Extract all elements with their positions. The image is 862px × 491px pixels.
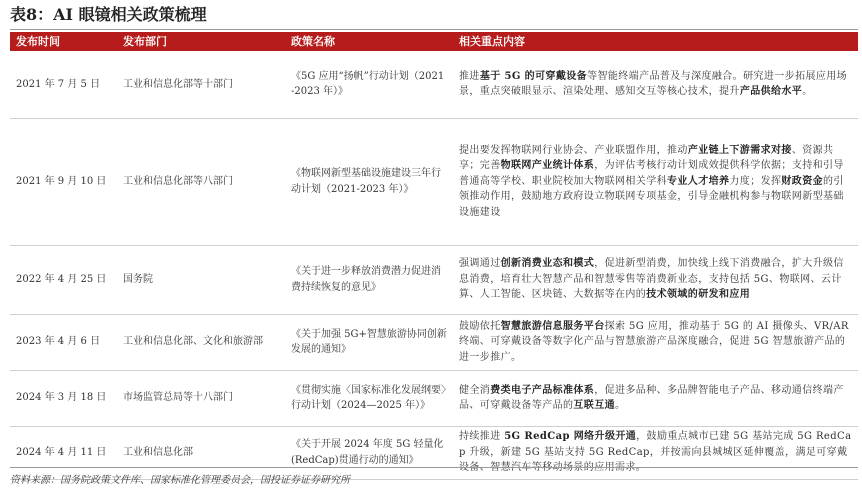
table-row [10, 118, 858, 245]
title-divider [10, 29, 858, 30]
cell-content [453, 370, 858, 426]
cell-dept: 工业和信息化部等八部门 [123, 175, 233, 187]
bold-highlight: 专业人才培养 [667, 175, 730, 187]
cell-policy: 《5G 应用“扬帆”行动计划（2021-2023 年）》 [291, 70, 445, 98]
text-segment: 健全消 [459, 384, 491, 396]
table-row [10, 370, 858, 426]
cell-content [453, 118, 858, 245]
cell-content [453, 314, 858, 370]
cell-date: 2024 年 4 月 11 日 [16, 446, 107, 458]
cell-dept: 国务院 [123, 273, 153, 285]
text-segment: 。 [802, 86, 813, 98]
header-dept: 发布部门 [123, 35, 167, 48]
cell-dept: 市场监管总局等十八部门 [123, 392, 233, 404]
text-segment: 提出要发挥物联网行业协会、产业联盟作用，推动 [459, 144, 688, 156]
cell-date: 2024 年 3 月 18 日 [16, 392, 107, 404]
text-segment: 。 [615, 400, 626, 411]
cell-dept: 工业和信息化部、文化和旅游部 [123, 336, 263, 348]
text-segment: 等智能终端产品普及与深度融合。研究进一步拓展应用场景，重点突破眼显示、渲染处理、感知交互等核心技术，提升 [459, 70, 848, 98]
header-content: 相关重点内容 [459, 35, 525, 48]
cell-content [453, 245, 858, 314]
bold-highlight: 财政资金 [781, 175, 824, 187]
header-date: 发布时间 [16, 35, 60, 48]
cell-date: 2023 年 4 月 6 日 [16, 336, 101, 348]
bold-highlight: 基于 5G 的可穿戴设备 [479, 70, 588, 82]
text-segment: 推进 [459, 70, 480, 82]
cell-date: 2022 年 4 月 25 日 [16, 273, 107, 285]
text-segment: ，促进多品种、多品牌智能电子产品、移动通信终端产品、可穿戴设备等产品的 [459, 384, 844, 411]
text-segment: 探索 5G 应用，推动基于 5G 的 AI 摄像头、VR/AR 终端、可穿戴设备等数字化产品与智慧旅游产品深度融合，促进 5G 智慧旅游产品的进一步推广。 [459, 320, 849, 363]
table-row [10, 314, 858, 370]
table-title: 表8：AI 眼镜相关政策梳理 [10, 5, 207, 24]
cell-date: 2021 年 9 月 10 日 [16, 175, 107, 187]
text-segment: 持续推进 [459, 431, 505, 443]
cell-content [453, 426, 858, 479]
table-row [10, 245, 858, 314]
table-header-row [10, 32, 858, 51]
bold-highlight: 产业链上下游需求对接 [687, 144, 792, 156]
policy-table [10, 32, 858, 480]
text-segment: 力度；发挥 [729, 175, 782, 187]
text-segment: 、资源共享；完善 [459, 144, 834, 172]
header-policy: 政策名称 [291, 35, 335, 48]
cell-policy: 《关于开展 2024 年度 5G 轻量化(RedCap)贯通行动的通知》 [291, 439, 444, 466]
cell-policy: 《关于进一步释放消费潜力促进消费持续恢复的意见》 [291, 266, 441, 293]
cell-policy: 《物联网新型基础设施建设三年行动计划（2021-2023 年）》 [291, 168, 441, 195]
cell-content [453, 51, 858, 118]
bottom-divider [10, 467, 858, 468]
text-segment: 鼓励依托 [459, 320, 501, 332]
bold-highlight: 费类电子产品标准体系 [490, 384, 595, 396]
bold-highlight: 创新消费业态和模式 [500, 258, 595, 270]
text-segment: ，鼓励重点城市已建 5G 基站完成 5G RedCap 升级，新建 5G 基站支持 5G RedCap，并按需向县城城区延伸覆盖，满足可穿戴设备、智慧汽车等移动场景的应用需求。 [459, 431, 852, 474]
cell-policy: 《贯彻实施〈国家标准化发展纲要〉行动计划（2024—2025 年）》 [291, 384, 446, 411]
cell-date: 2021 年 7 月 5 日 [16, 78, 101, 90]
bold-highlight: 物联网产业统计体系 [500, 160, 595, 172]
table-row [10, 51, 858, 118]
bold-highlight: 互联互通 [573, 400, 616, 411]
cell-policy: 《关于加强 5G+智慧旅游协同创新发展的通知》 [291, 328, 447, 355]
bold-highlight: 5G RedCap 网络升级开通 [504, 431, 637, 443]
cell-dept: 工业和信息化部等十部门 [123, 78, 233, 90]
text-segment: 强调通过 [459, 258, 501, 270]
bold-highlight: 技术领域的研发和应用 [646, 289, 751, 301]
text-segment: ，为评估考核行动计划成效提供科学依据；支持和引导普通高等学校、职业院校加大物联网相关学科 [459, 160, 844, 187]
cell-dept: 工业和信息化部 [123, 446, 193, 458]
bold-highlight: 智慧旅游信息服务平台 [500, 320, 605, 332]
text-segment: 的引领推动作用，鼓励地方政府设立物联网专项基金，引导金融机构参与物联网新型基础设施建设 [459, 175, 844, 218]
bold-highlight: 产品供给水平 [739, 86, 803, 98]
text-segment: ，促进新型消费，加快线上线下消费融合，扩大升级信息消费，培育壮大智慧产品和智慧零售等消费新业态，支持包括 5G、物联网、云计算、人工智能、区块链、大数据等在内的 [459, 258, 844, 301]
source-note: 资料来源：国务院政策文件库、国家标准化管理委员会，国投证券证券研究所 [10, 475, 350, 486]
